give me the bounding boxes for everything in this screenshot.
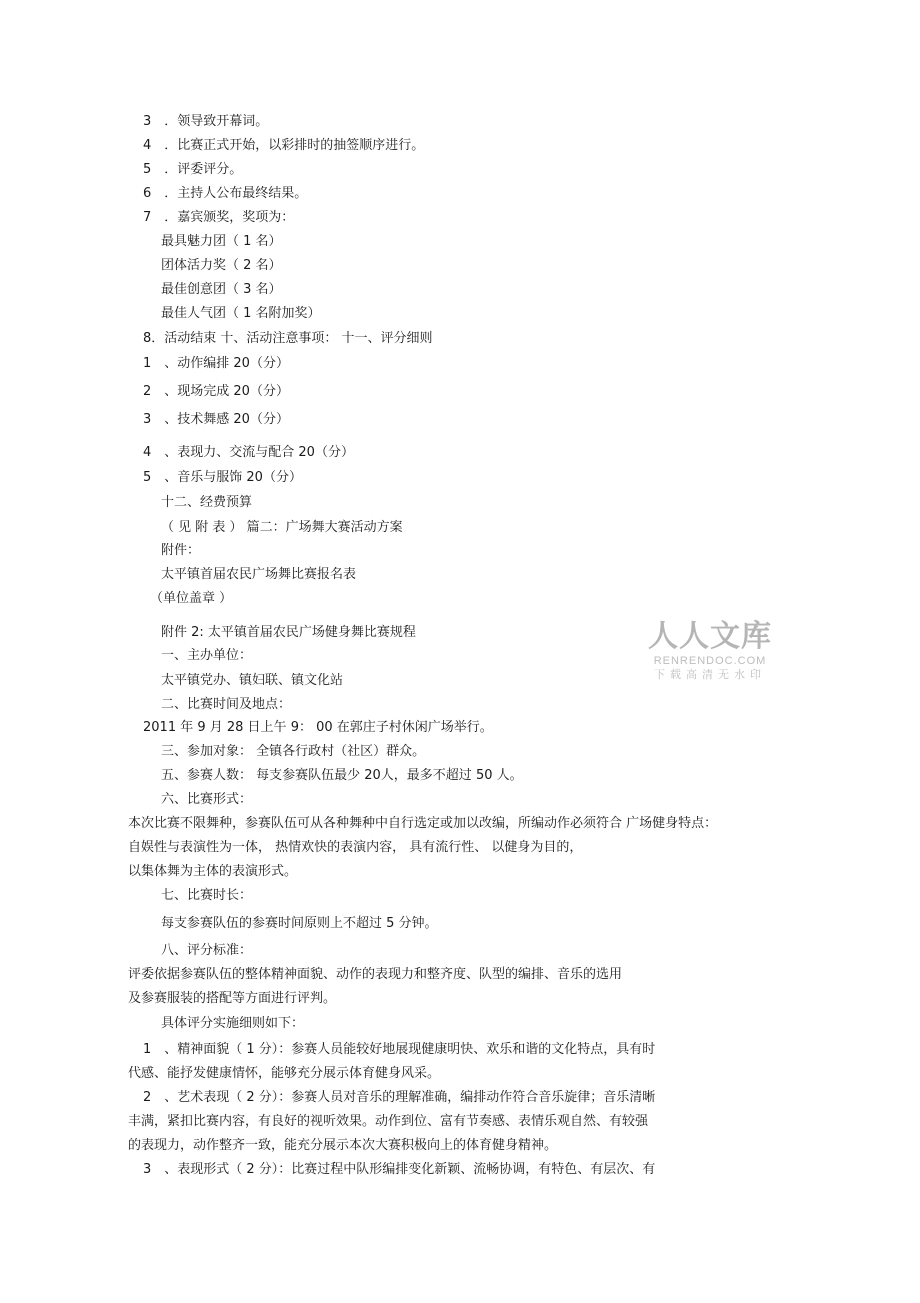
text-line: 最佳人气团（ 1 名附加奖）: [161, 306, 321, 321]
text-line: 5 、音乐与服饰 20（分）: [143, 470, 302, 485]
text-line: 每支参赛队伍的参赛时间原则上不超过 5 分钟。: [161, 916, 438, 931]
text-line: 1 、精神面貌（ 1 分）：参赛人员能较好地展现健康明快、欢乐和谐的文化特点，具有时: [143, 1042, 656, 1057]
text-line: 1 、动作编排 20（分）: [143, 356, 289, 371]
text-line: 一、主办单位：: [161, 648, 253, 663]
text-line: 三、参加对象： 全镇各行政村（社区）群众。: [161, 744, 426, 759]
text-line: （ 见 附 表 ） 篇二：广场舞大赛活动方案: [161, 520, 403, 535]
text-line: 六、比赛形式：: [161, 792, 253, 807]
text-line: 八、评分标准：: [161, 943, 253, 958]
watermark-domain: RENRENDOC.COM: [653, 655, 767, 667]
text-line: 十二、经费预算: [161, 495, 253, 510]
text-line: 3 ．领导致开幕词。: [143, 114, 269, 129]
text-line: 附件：: [161, 543, 201, 558]
text-line: 6 ．主持人公布最终结果。: [143, 186, 308, 201]
text-line: 2 、艺术表现（ 2 分）：参赛人员对音乐的理解准确，编排动作符合音乐旋律；音乐清晰: [143, 1090, 656, 1105]
text-line: 最佳创意团（ 3 名）: [161, 282, 282, 297]
text-line: 附件 2: 太平镇首届农民广场健身舞比赛规程: [161, 625, 416, 640]
text-line: 评委依据参赛队伍的整体精神面貌、动作的表现力和整齐度、队型的编排、音乐的选用: [128, 967, 623, 982]
watermark: [648, 620, 772, 682]
text-line: 太平镇首届农民广场舞比赛报名表: [161, 567, 357, 582]
text-line: 太平镇党办、镇妇联、镇文化站: [161, 673, 344, 688]
text-line: 的表现力，动作整齐一致，能充分展示本次大赛积极向上的体育健身精神。: [128, 1138, 558, 1153]
text-line: 2011 年 9 月 28 日上午 9： 00 在郭庄子村休闲广场举行。: [143, 720, 493, 735]
text-line: 丰满，紧扣比赛内容，有良好的视听效果。动作到位、富有节奏感、表情乐观自然、有较强: [128, 1114, 649, 1129]
text-line: 五、参赛人数： 每支参赛队伍最少 20人，最多不超过 50 人。: [161, 768, 523, 783]
watermark-slogan: 下载高清无水印: [654, 668, 766, 681]
text-line: 自娱性与表演性为一体， 热情欢快的表演内容， 具有流行性、 以健身为目的，: [128, 840, 583, 855]
text-line: 本次比赛不限舞种，参赛队伍可从各种舞种中自行选定或加以改编，所编动作必须符合 广场健身特点：: [128, 816, 718, 831]
text-line: 8．活动结束 十、活动注意事项： 十一、评分细则: [143, 331, 433, 346]
text-line: 七、比赛时长：: [161, 888, 253, 903]
text-line: 3 、技术舞感 20（分）: [143, 412, 289, 427]
text-line: 5 ．评委评分。: [143, 162, 243, 177]
text-line: 2 、现场完成 20（分）: [143, 384, 289, 399]
text-line: 二、比赛时间及地点：: [161, 697, 292, 712]
text-line: 及参赛服装的搭配等方面进行评判。: [128, 991, 337, 1006]
text-line: 4 ．比赛正式开始，以彩排时的抽签顺序进行。: [143, 138, 425, 153]
text-line: 团体活力奖（ 2 名）: [161, 258, 282, 273]
text-line: 具体评分实施细则如下：: [161, 1016, 305, 1031]
text-line: 4 、表现力、交流与配合 20（分）: [143, 445, 354, 460]
text-line: 3 、表现形式（ 2 分）：比赛过程中队形编排变化新颖、流畅协调，有特色、有层次、有: [143, 1162, 656, 1177]
watermark-title: 人人文库: [648, 619, 772, 654]
text-line: 7 ．嘉宾颁奖，奖项为：: [143, 210, 295, 225]
text-line: （单位盖章 ）: [150, 591, 233, 606]
text-line: 代感、能抒发健康情怀，能够充分展示体育健身风采。: [128, 1066, 441, 1081]
text-line: 最具魅力团（ 1 名）: [161, 234, 282, 249]
text-line: 以集体舞为主体的表演形式。: [128, 864, 298, 879]
